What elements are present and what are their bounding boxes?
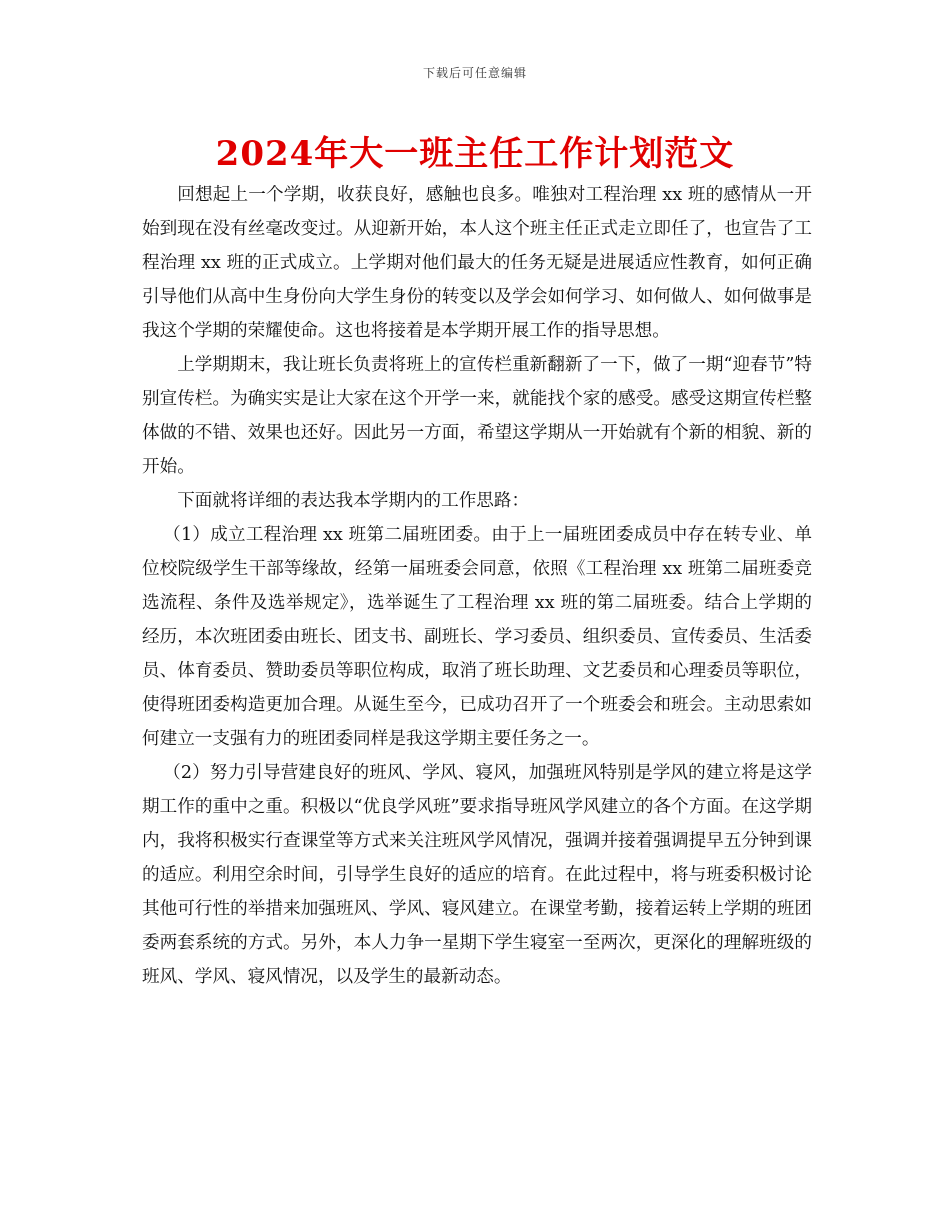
paragraph-bulletin: 上学期期末，我让班长负责将班上的宣传栏重新翻新了一下，做了一期“迎春节”特别宣传栏。为确实实是让大家在这个开学一来，就能找个家的感受。感受这期宣传栏整体做的不错、效果也还好。因此另一方面，希望这学期从一开始就有个新的相貌、新的开始。 — [142, 355, 812, 477]
paragraph-outline-lead: 下面就将详细的表达我本学期内的工作思路： — [177, 491, 530, 511]
paragraph-intro: 回想起上一个学期，收获良好，感触也良多。唯独对工程治理 xx 班的感情从一开始到现在没有丝毫改变过。从迎新开始，本人这个班主任正式走立即任了，也宣告了工程治理 xx 班的正式成立。上学期对他们最大的任务无疑是进展适应性教育，如何正确引导他们从高中生身份向大学生身份的转变以及学会如何学习、如何做人、如何做事是我这个学期的荣耀使命。这也将接着是本学期开展工作的指导思想。 — [142, 185, 812, 341]
page-header-note: 下载后可任意编辑 — [422, 66, 527, 80]
document-title: 2024年大一班主任工作计划范文 — [215, 134, 735, 174]
document-body — [142, 178, 812, 994]
paragraph-item-2: （2）努力引导营建良好的班风、学风、寝风，加强班风特别是学风的建立将是这学期工作的重中之重。积极以“优良学风班”要求指导班风学风建立的各个方面。在这学期内，我将积极实行查课堂等方式来关注班风学风情况，强调并接着强调提早五分钟到课的适应。利用空余时间，引导学生良好的适应的培育。在此过程中，将与班委积极讨论其他可行性的举措来加强班风、学风、寝风建立。在课堂考勤，接着运转上学期的班团委两套系统的方式。另外，本人力争一星期下学生寝室一至两次，更深化的理解班级的班风、学风、寝风情况，以及学生的最新动态。 — [142, 763, 812, 987]
paragraph-item-1: （1）成立工程治理 xx 班第二届班团委。由于上一届班团委成员中存在转专业、单位校院级学生干部等缘故，经第一届班委会同意，依照《工程治理 xx 班第二届班委竞选流程、条件及选举规定》，选举诞生了工程治理 xx 班的第二届班委。结合上学期的经历，本次班团委由班长、团支书、副班长、学习委员、组织委员、宣传委员、生活委员、体育委员、赞助委员等职位构成，取消了班长助理、文艺委员和心理委员等职位，使得班团委构造更加合理。从诞生至今，已成功召开了一个班委会和班会。主动思索如何建立一支强有力的班团委同样是我这学期主要任务之一。 — [142, 525, 812, 749]
